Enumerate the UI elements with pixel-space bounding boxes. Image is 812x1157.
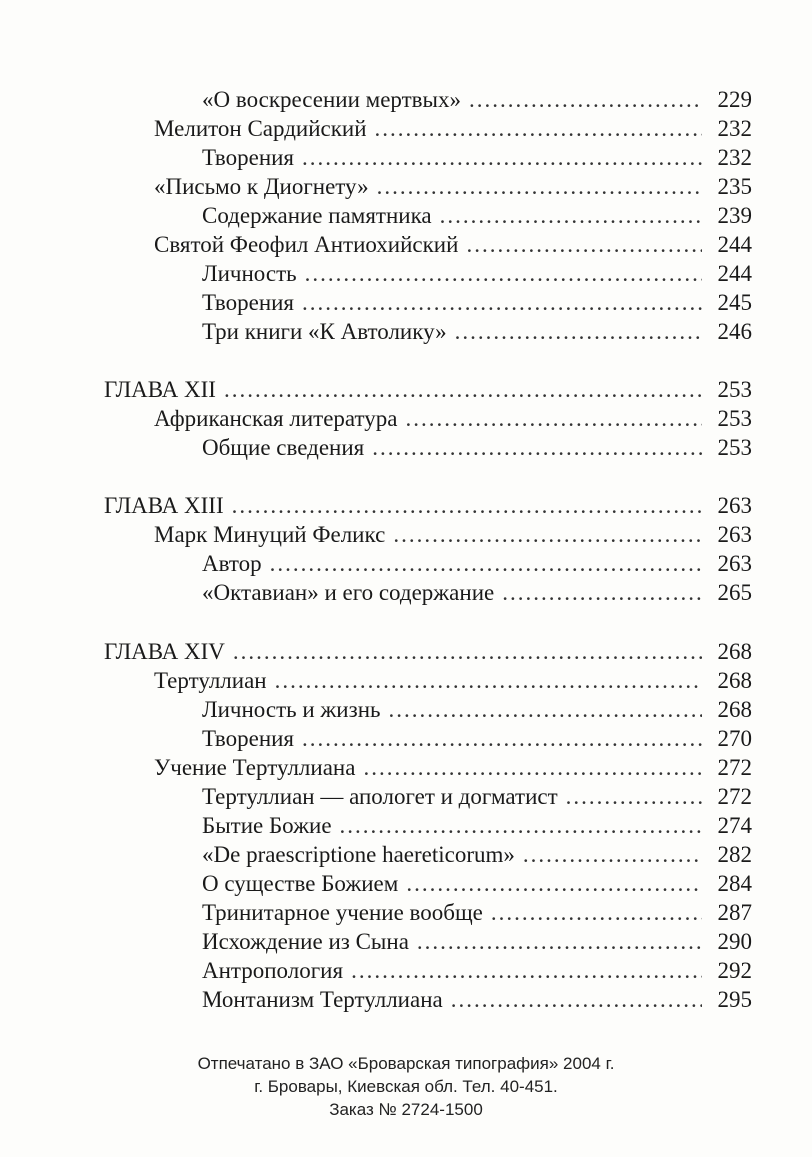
toc-entry-title: Марк Минуций Феликс <box>154 522 386 547</box>
toc-entry-title: Творения <box>202 726 295 751</box>
dot-leader <box>340 811 702 840</box>
toc-entry <box>202 956 752 985</box>
toc-entry-title: Творения <box>202 290 295 315</box>
dot-leader <box>440 201 702 230</box>
dot-leader <box>232 491 702 520</box>
imprint-line-address: г. Бровары, Киевская обл. Тел. 40-451. <box>254 1077 558 1096</box>
toc-chapter <box>104 637 752 666</box>
toc-entry <box>154 404 752 433</box>
dot-leader <box>305 259 702 288</box>
toc-entry-page: 253 <box>717 377 752 402</box>
toc-entry-page: 268 <box>717 697 752 722</box>
toc-entry-title: Автор <box>202 551 262 576</box>
toc-entry-title: Учение Тертуллиана <box>154 755 356 780</box>
toc-entry-title: Антропология <box>202 958 344 983</box>
toc-entry-page: 245 <box>717 290 752 315</box>
dot-leader <box>393 520 702 549</box>
toc-entry <box>154 753 752 782</box>
toc-entry-page: 295 <box>717 987 752 1012</box>
dot-leader <box>451 985 702 1014</box>
toc-entry-page: 246 <box>717 319 752 344</box>
toc-entry <box>154 230 752 259</box>
toc-entry-page: 284 <box>717 871 752 896</box>
toc-entry-page: 274 <box>717 813 752 838</box>
toc-entry-page: 263 <box>717 551 752 576</box>
dot-leader <box>466 230 702 259</box>
toc-entry-page: 272 <box>717 755 752 780</box>
toc-entry-title: «О воскресении мертвых» <box>202 87 461 112</box>
dot-leader <box>377 172 702 201</box>
toc-entry-title: «Октавиан» и его содержание <box>202 580 495 605</box>
toc-entry <box>202 433 752 462</box>
toc-entry-title: «Письмо к Диогнету» <box>154 174 369 199</box>
toc-entry-title: Личность и жизнь <box>202 697 381 722</box>
toc-entry-title: Личность <box>202 261 297 286</box>
dot-leader <box>417 927 702 956</box>
toc-entry-page: 253 <box>717 406 752 431</box>
dot-leader <box>566 782 702 811</box>
toc-entry-title: Бытие Божие <box>202 813 332 838</box>
toc-chapter <box>104 491 752 520</box>
dot-leader <box>275 666 702 695</box>
toc-entry <box>202 695 752 724</box>
toc-entry <box>154 114 752 143</box>
toc-entry <box>154 520 752 549</box>
toc-entry-page: 232 <box>717 116 752 141</box>
dot-leader <box>469 85 702 114</box>
toc-entry-title: Содержание памятника <box>202 203 432 228</box>
dot-leader <box>302 288 702 317</box>
toc-entry-title: Святой Феофил Антиохийский <box>154 232 459 257</box>
toc-entry <box>202 143 752 172</box>
toc-entry <box>202 201 752 230</box>
dot-leader <box>406 869 702 898</box>
toc-entry <box>202 549 752 578</box>
toc-entry-page: 235 <box>717 174 752 199</box>
toc-entry-page: 229 <box>717 87 752 112</box>
dot-leader <box>351 956 702 985</box>
toc-entry-page: 244 <box>717 261 752 286</box>
toc-entry-title: Исхождение из Сына <box>202 929 409 954</box>
toc-entry <box>202 578 752 607</box>
toc-entry-page: 268 <box>717 639 752 664</box>
imprint-line-order: Заказ № 2724-1500 <box>329 1100 483 1119</box>
dot-leader <box>372 433 702 462</box>
toc-entry <box>202 85 752 114</box>
toc-entry-title: Общие сведения <box>202 435 365 460</box>
toc-entry-page: 287 <box>717 900 752 925</box>
dot-leader <box>363 753 702 782</box>
toc-entry-page: 253 <box>717 435 752 460</box>
toc-entry <box>154 172 752 201</box>
dot-leader <box>224 375 702 404</box>
toc-chapter-title: ГЛАВА XIV <box>104 639 225 664</box>
toc-entry-title: О существе Божием <box>202 871 399 896</box>
toc-entry-page: 239 <box>717 203 752 228</box>
toc-entry <box>202 840 752 869</box>
toc-chapter-title: ГЛАВА XIII <box>104 493 224 518</box>
dot-leader <box>389 695 703 724</box>
toc-entry-title: Творения <box>202 145 295 170</box>
dot-leader <box>270 549 702 578</box>
dot-leader <box>491 898 702 927</box>
imprint-line-printer: Отпечатано в ЗАО «Броварская типография» 2004 г. <box>197 1054 615 1073</box>
dot-leader <box>455 317 702 346</box>
toc-entry <box>202 288 752 317</box>
toc-entry-title: Тринитарное учение вообще <box>202 900 483 925</box>
toc-entry-title: Тертуллиан <box>154 668 267 693</box>
toc-entry-title: Африканская литература <box>154 406 398 431</box>
toc-entry <box>154 666 752 695</box>
toc-entry <box>202 811 752 840</box>
toc-chapter-title: ГЛАВА XII <box>104 377 216 402</box>
toc-entry-title: Мелитон Сардийский <box>154 116 367 141</box>
toc-entry <box>202 898 752 927</box>
dot-leader <box>405 404 702 433</box>
toc-entry-page: 290 <box>717 929 752 954</box>
toc-entry-page: 282 <box>717 842 752 867</box>
toc-entry-page: 272 <box>717 784 752 809</box>
dot-leader <box>375 114 702 143</box>
dot-leader <box>502 578 702 607</box>
dot-leader <box>233 637 702 666</box>
toc-entry-page: 263 <box>717 522 752 547</box>
toc-entry <box>202 259 752 288</box>
toc-entry-page: 268 <box>717 668 752 693</box>
dot-leader <box>302 724 702 753</box>
toc-entry-page: 292 <box>717 958 752 983</box>
toc-entry-page: 270 <box>717 726 752 751</box>
dot-leader <box>523 840 702 869</box>
toc-entry <box>202 927 752 956</box>
toc-entry <box>202 317 752 346</box>
toc-entry <box>202 782 752 811</box>
toc-chapter <box>104 375 752 404</box>
toc-entry-title: Монтанизм Тертуллиана <box>202 987 443 1012</box>
printer-imprint <box>0 1052 812 1121</box>
toc-entry-page: 244 <box>717 232 752 257</box>
toc-entry <box>202 869 752 898</box>
toc-entry-title: Три книги «К Автолику» <box>202 319 447 344</box>
toc-entry <box>202 724 752 753</box>
toc-entry-title: Тертуллиан — апологет и догматист <box>202 784 558 809</box>
toc-entry-page: 232 <box>717 145 752 170</box>
toc-entry-title: «De praescriptione haereticorum» <box>202 842 515 867</box>
toc-entry-page: 265 <box>717 580 752 605</box>
toc-entry-page: 263 <box>717 493 752 518</box>
toc-entry <box>202 985 752 1014</box>
dot-leader <box>302 143 702 172</box>
